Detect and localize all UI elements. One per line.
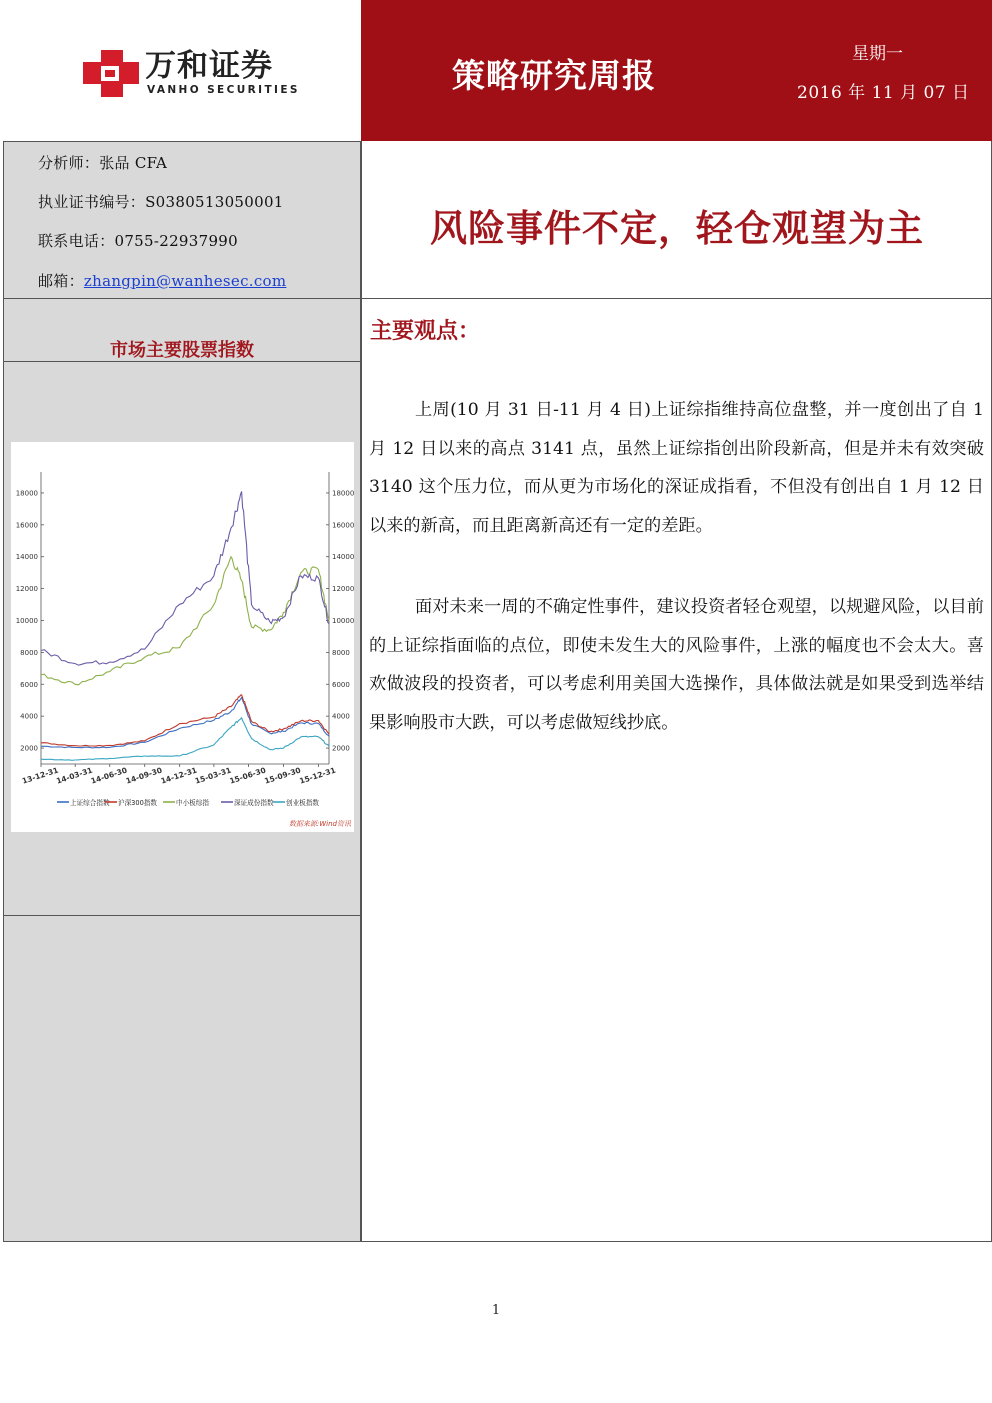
section-title-main-views: 主要观点： <box>370 319 481 344</box>
analyst-cert-number: 执业证书编号：S0380513050001 <box>38 193 284 211</box>
analyst-email-line <box>38 270 286 291</box>
x-tick-label: 15-06-30 <box>228 765 267 786</box>
index-chart-title: 市场主要股票指数 <box>110 340 254 361</box>
left-empty-cell <box>3 916 361 1242</box>
y-tick-label-left: 14000 <box>15 553 38 562</box>
report-date: 2016 年 11 月 07 日 <box>797 83 970 103</box>
y-tick-label-left: 12000 <box>15 585 38 594</box>
x-tick-label: 14-12-31 <box>159 765 199 786</box>
email-link[interactable]: zhangpin@wanhesec.com <box>83 272 287 290</box>
index-chart <box>11 442 354 832</box>
brand-name-en: VANHO SECURITIES <box>147 84 300 96</box>
y-tick-label-left: 8000 <box>20 648 38 657</box>
x-tick-label: 15-12-31 <box>298 765 337 786</box>
x-tick-label: 15-03-31 <box>193 765 233 786</box>
report-headline: 风险事件不定，轻仓观望为主 <box>430 207 924 250</box>
y-tick-label-right: 4000 <box>332 712 350 721</box>
chart-source-note: 数据来源:Wind资讯 <box>288 820 351 828</box>
x-tick-label: 14-03-31 <box>55 765 94 786</box>
email-label: 邮箱： <box>38 272 84 290</box>
series-line-1 <box>41 695 329 746</box>
legend-label: 创业板指数 <box>286 799 319 807</box>
y-tick-label-right: 10000 <box>332 617 354 625</box>
title-separator <box>361 298 992 299</box>
y-tick-label-left: 6000 <box>20 680 38 689</box>
analyst-phone: 联系电话：0755-22937990 <box>38 232 238 250</box>
y-tick-label-right: 14000 <box>332 553 354 562</box>
legend-label: 上证综合指数 <box>70 799 110 807</box>
x-tick-label: 15-09-30 <box>263 765 302 786</box>
series-line-4 <box>41 718 329 761</box>
paragraph-2: 面对未来一周的不确定性事件，建议投资者轻仓观望，以规避风险，以目前的上证综指面临的点位，即使未发生大的风险事件，上涨的幅度也不会太大。喜欢做波段的投资者，可以考虑利用美国大选操作，具体做法就是如果受到选举结果影响股市大跌，可以考虑做短线抄底。 <box>369 597 984 733</box>
weekday-label: 星期一 <box>852 44 903 64</box>
y-tick-label-right: 2000 <box>332 744 350 753</box>
legend-label: 深证成份指数 <box>234 799 274 807</box>
x-tick-label: 13-12-31 <box>20 765 60 786</box>
legend-label: 中小板综指 <box>176 799 209 807</box>
series-line-2 <box>41 557 329 685</box>
x-tick-label: 14-06-30 <box>89 765 129 786</box>
index-chart-svg <box>11 442 354 832</box>
report-type-title: 策略研究周报 <box>452 56 656 95</box>
page-number: 1 <box>491 1303 501 1318</box>
brand-name-cn: 万和证券 <box>145 48 273 84</box>
paragraph-1: 上周(10 月 31 日-11 月 4 日)上证综指维持高位盘整，并一度创出了自 1 月 12 日以来的高点 3141 点，虽然上证综指创出阶段新高，但是并未有效突破 3140 这个压力位，而从更为市场化的深证成指看，不但没有创出自 1 月 12 日以来的新高，而且距离新高还有一定的差距。 <box>369 400 984 536</box>
y-tick-label-left: 4000 <box>20 712 38 721</box>
y-tick-label-right: 16000 <box>332 521 354 530</box>
analyst-name: 分析师：张品 CFA <box>38 154 168 172</box>
y-tick-label-left: 18000 <box>15 489 38 498</box>
y-tick-label-left: 2000 <box>20 744 38 753</box>
brand-logo-icon <box>83 50 139 97</box>
y-tick-label-left: 16000 <box>15 521 38 530</box>
series-line-0 <box>41 698 329 748</box>
legend-label: 沪深300指数 <box>118 799 157 807</box>
y-tick-label-right: 18000 <box>332 489 354 498</box>
y-tick-label-left: 10000 <box>15 617 38 625</box>
x-tick-label: 14-09-30 <box>124 765 164 786</box>
y-tick-label-right: 8000 <box>332 648 350 657</box>
y-tick-label-right: 6000 <box>332 680 350 689</box>
y-tick-label-right: 12000 <box>332 585 354 594</box>
